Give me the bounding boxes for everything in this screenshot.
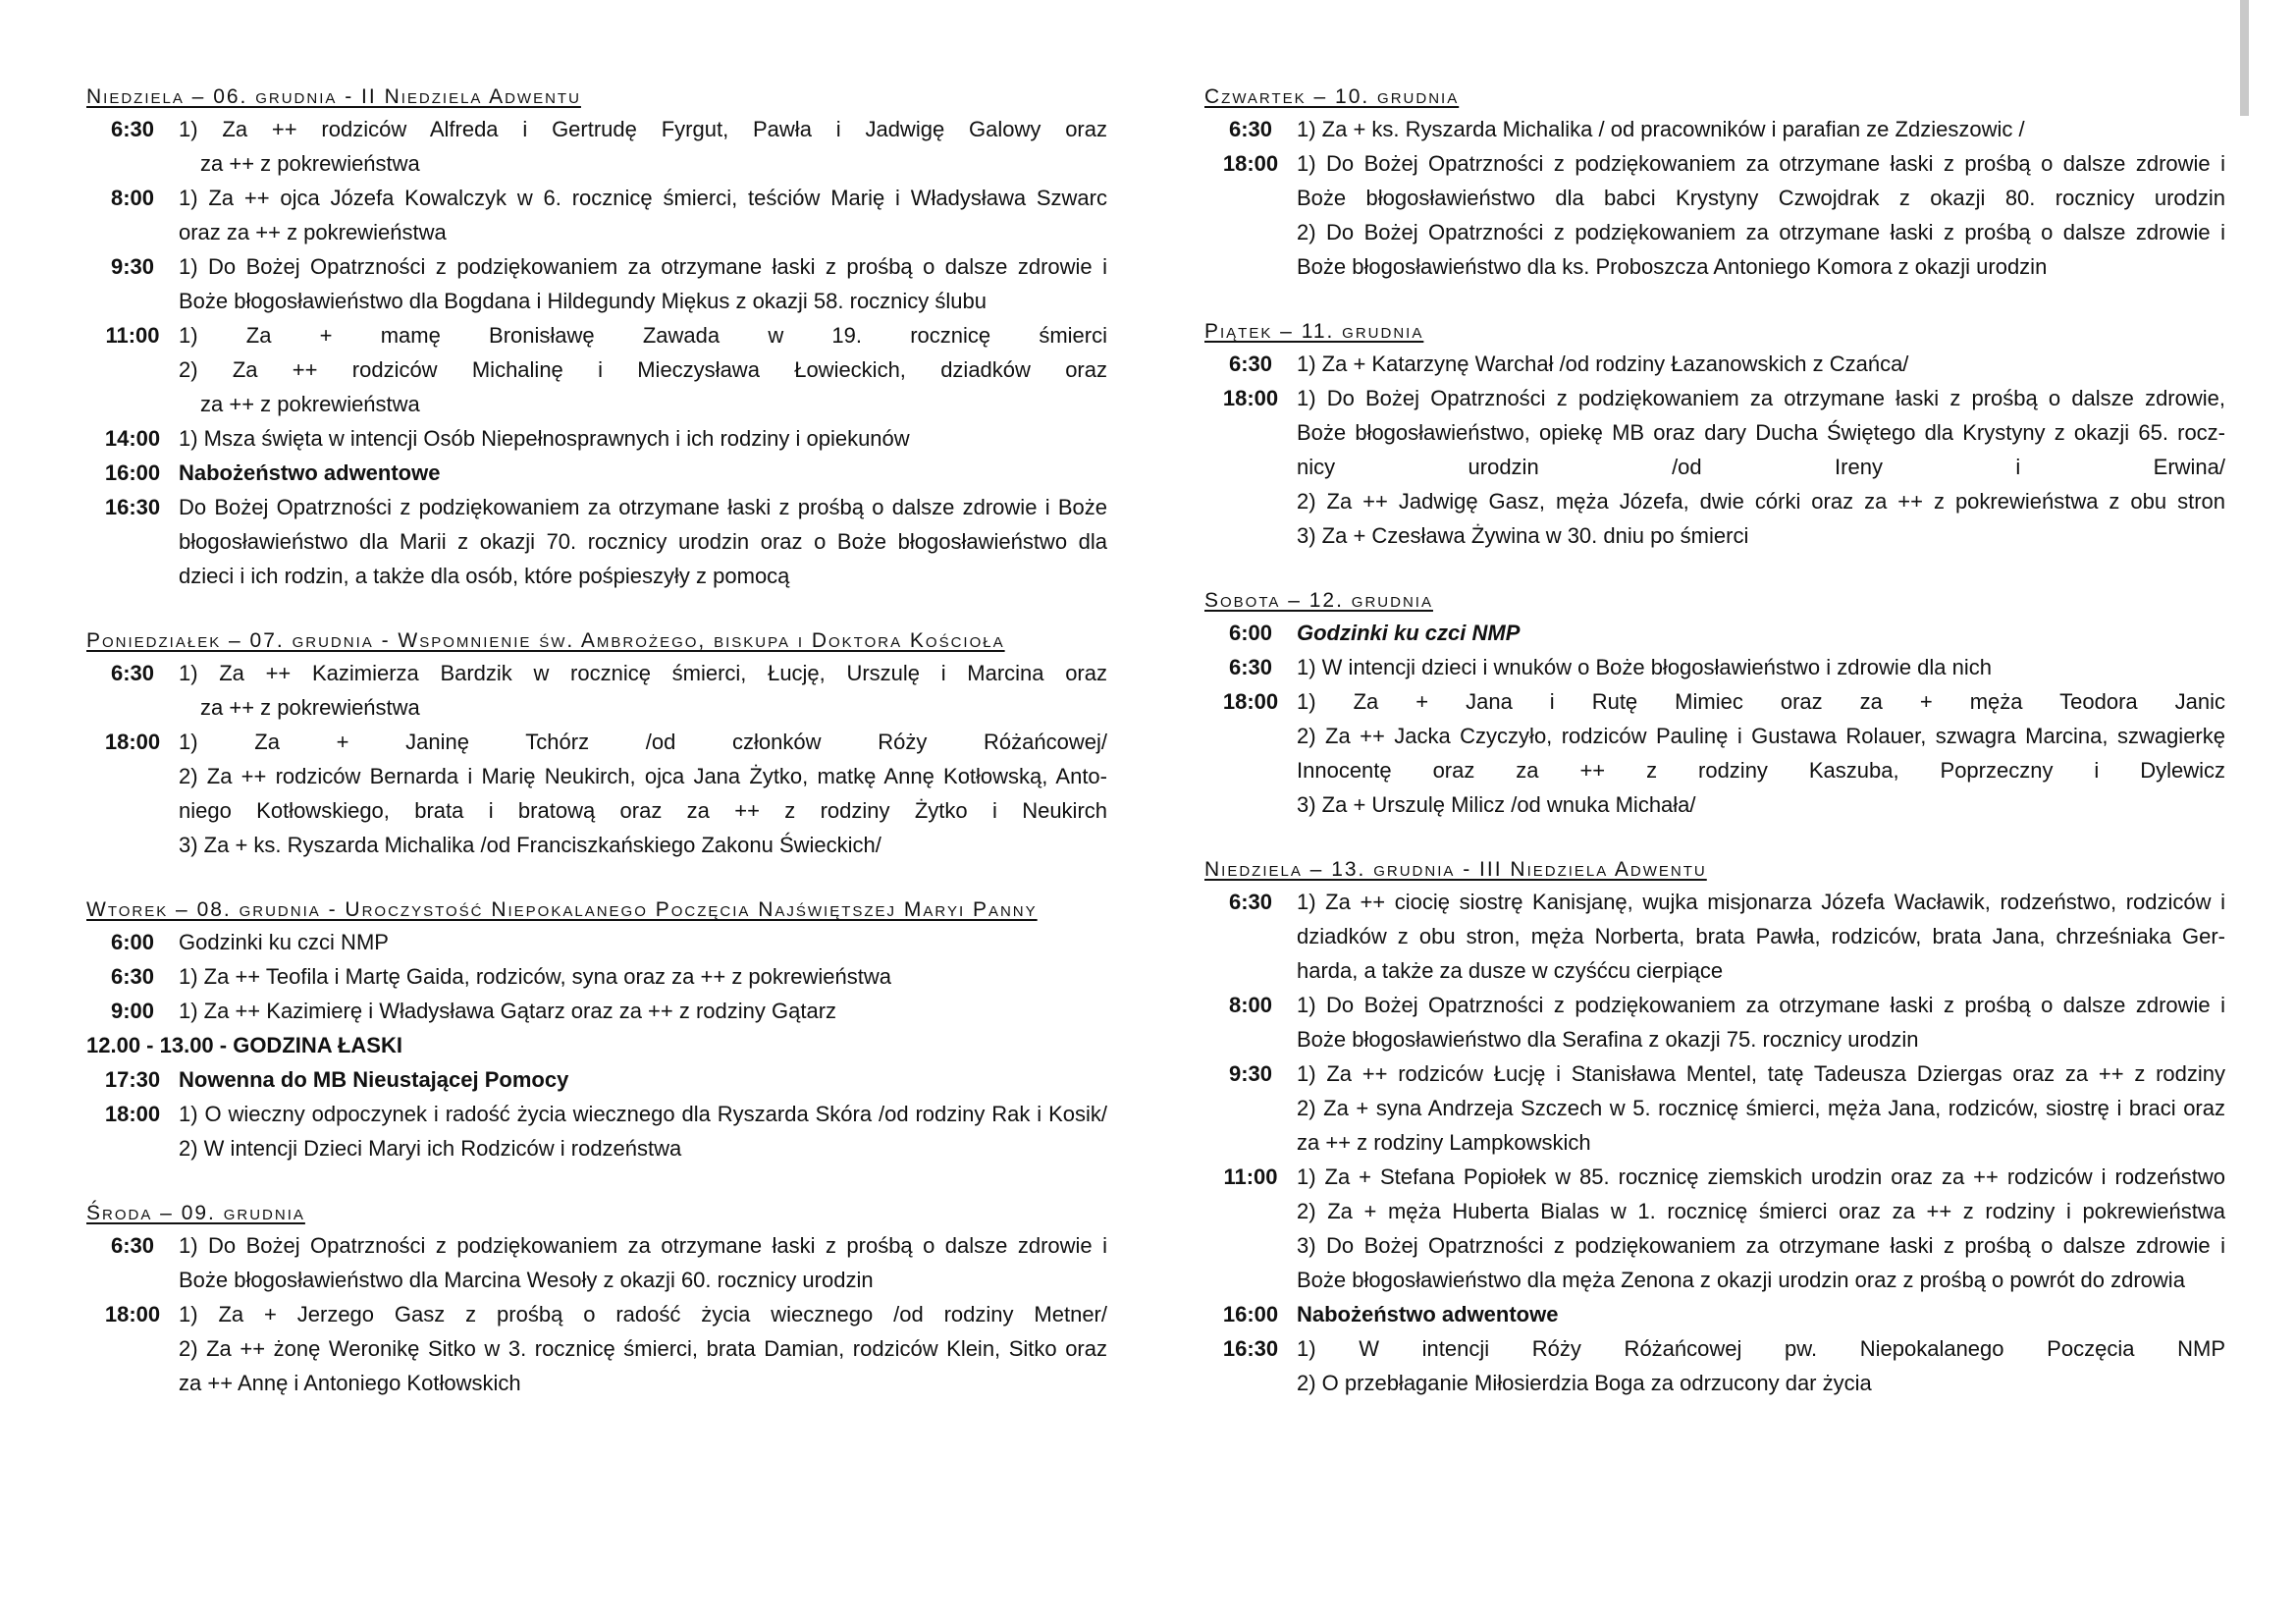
intention-text [1297, 381, 2225, 553]
intention-line: niego Kotłowskiego, brata i bratową oraz za ++ z rodziny Żytko i Neukirch [179, 798, 1107, 823]
mass-time: 9:30 [110, 254, 155, 279]
mass-entry [1204, 146, 2225, 284]
mass-time: 18:00 [1222, 386, 1279, 410]
intention-text [86, 1028, 1107, 1062]
mass-entry [1204, 112, 2225, 146]
day-heading: Środa – 09. grudnia [86, 1202, 305, 1224]
mass-entry [1204, 988, 2225, 1056]
day-heading: Poniedziałek – 07. grudnia - Wspomnienie św. Ambrożego, biskupa i Doktora Kościoła [86, 629, 1005, 652]
intention-line: 1) Do Bożej Opatrzności z podziękowaniem za otrzymane łaski z prośbą o dalsze zdrowie i [1297, 993, 2225, 1017]
intention-line: 1) Za ++ Kazimierę i Władysława Gątarz oraz za ++ z rodziny Gątarz [179, 999, 837, 1023]
mass-entry [86, 1297, 1107, 1400]
intention-line: Boże błogosławieństwo dla babci Krystyny Czwojdrak z okazji 80. rocznicy urodzin [1297, 186, 2225, 210]
intention-text [179, 1097, 1107, 1165]
intention-line: 1) Za + Katarzynę Warchał /od rodziny Łazanowskich z Czańca/ [1297, 352, 1909, 376]
mass-entry [86, 112, 1107, 181]
intention-line: 1) Za + Jana i Rutę Mimiec oraz za + męża Teodora Janic [1297, 689, 2225, 714]
intention-line: 1) Za ++ Teofila i Martę Gaida, rodziców, syna oraz za ++ z pokrewieństwa [179, 964, 891, 989]
mass-entry [1204, 885, 2225, 988]
mass-time: 8:00 [1228, 993, 1273, 1017]
intention-line: za ++ z rodziny Lampkowskich [1297, 1130, 1591, 1155]
intention-line: 3) Do Bożej Opatrzności z podziękowaniem za otrzymane łaski z prośbą o dalsze zdrowie i [1297, 1233, 2225, 1258]
mass-entry [86, 318, 1107, 421]
intention-line: 1) Msza święta w intencji Osób Niepełnosprawnych i ich rodziny i opiekunów [179, 426, 910, 451]
intention-line: 3) Za + ks. Ryszarda Michalika /od Franciszkańskiego Zakonu Świeckich/ [179, 833, 881, 857]
intention-line: 1) Do Bożej Opatrzności z podziękowaniem za otrzymane łaski z prośbą o dalsze zdrowie, [1297, 386, 2225, 410]
intention-text [1297, 347, 2225, 381]
intention-line: Innocentę oraz za ++ z rodziny Kaszuba, Poprzeczny i Dylewicz [1297, 758, 2225, 783]
intention-line: 2) W intencji Dzieci Maryi ich Rodziców i rodzeństwa [179, 1136, 682, 1161]
intention-line: 1) Do Bożej Opatrzności z podziękowaniem za otrzymane łaski z prośbą o dalsze zdrowie i [1297, 151, 2225, 176]
scrollbar[interactable] [2240, 0, 2249, 116]
mass-entry [1204, 1160, 2225, 1297]
intention-line: dzieci i ich rodzin, a także dla osób, które pośpieszyły z pomocą [179, 564, 790, 588]
intention-text [179, 1297, 1107, 1400]
intention-text [179, 994, 1107, 1028]
intention-text [1297, 616, 2225, 650]
intention-text [179, 490, 1107, 593]
day-section [86, 895, 1107, 1165]
mass-time: 16:00 [1222, 1302, 1279, 1326]
day-heading: Niedziela – 06. grudnia - II Niedziela Adwentu [86, 85, 581, 108]
mass-time: 6:30 [110, 661, 155, 685]
mass-time: 18:00 [1222, 151, 1279, 176]
intention-line: Boże błogosławieństwo dla Marcina Wesoły z okazji 60. rocznicy urodzin [179, 1268, 874, 1292]
intention-line: 2) Za + syna Andrzeja Szczech w 5. rocznicę śmierci, męża Jana, rodziców, siostrę i braci oraz [1297, 1096, 2225, 1120]
mass-time: 11:00 [105, 323, 160, 348]
intention-line: 1) W intencji Róży Różańcowej pw. Niepokalanego Poczęcia NMP [1297, 1336, 2225, 1361]
intention-line: 1) Za + Stefana Popiołek w 85. rocznicę ziemskich urodzin oraz za ++ rodziców i rodzeństwo [1297, 1164, 2225, 1189]
mass-entry [86, 959, 1107, 994]
mass-entry [1204, 381, 2225, 553]
left-column [86, 82, 1107, 1434]
mass-time: 6:30 [110, 117, 155, 141]
mass-time: 6:30 [1228, 352, 1273, 376]
intention-text [179, 421, 1107, 456]
mass-time: 11:00 [1223, 1164, 1278, 1189]
intention-line: 1) W intencji dzieci i wnuków o Boże błogosławieństwo i zdrowie dla nich [1297, 655, 1992, 679]
mass-entry [1204, 1331, 2225, 1400]
intention-line: 2) Za ++ żonę Weronikę Sitko w 3. rocznicę śmierci, brata Damian, rodziców Klein, Sitko oraz [179, 1336, 1107, 1361]
intention-text [1297, 885, 2225, 988]
intention-text [179, 112, 1107, 181]
intention-line: 1) Za + Janinę Tchórz /od członków Róży Różańcowej/ [179, 730, 1107, 754]
intention-line: oraz za ++ z pokrewieństwa [179, 220, 447, 244]
intention-line: Nabożeństwo adwentowe [179, 460, 441, 485]
day-heading: Niedziela – 13. grudnia - III Niedziela Adwentu [1204, 858, 1707, 881]
intention-line: 1) Za ++ Kazimierza Bardzik w rocznicę śmierci, Łucję, Urszulę i Marcina oraz [179, 661, 1107, 685]
intention-text [1297, 1160, 2225, 1297]
intention-line: 1) O wieczny odpoczynek i radość życia wiecznego dla Ryszarda Skóra /od rodziny Rak i Kosik/ [179, 1102, 1107, 1126]
intention-line: błogosławieństwo dla Marii z okazji 70. rocznicy urodzin oraz o Boże błogosławieństwo dla [179, 529, 1107, 554]
intention-text [179, 181, 1107, 249]
intention-line: 1) Do Bożej Opatrzności z podziękowaniem za otrzymane łaski z prośbą o dalsze zdrowie i [179, 1233, 1107, 1258]
mass-time: 18:00 [1222, 689, 1279, 714]
mass-entry [1204, 616, 2225, 650]
mass-time: 8:00 [110, 186, 155, 210]
mass-entry [1204, 1297, 2225, 1331]
day-section [1204, 82, 2225, 284]
day-section [1204, 586, 2225, 822]
intention-line: za ++ z pokrewieństwa [200, 695, 420, 720]
mass-time: 9:00 [110, 999, 155, 1023]
intention-line: Nabożeństwo adwentowe [1297, 1302, 1559, 1326]
mass-time: 18:00 [104, 1102, 161, 1126]
mass-time: 6:30 [1228, 655, 1273, 679]
intention-line: 2) Za + męża Huberta Bialas w 1. rocznicę śmierci oraz za ++ z rodziny i pokrewieństwa [1297, 1199, 2225, 1223]
mass-time: 6:00 [110, 930, 155, 954]
intention-text [179, 959, 1107, 994]
mass-entry [86, 421, 1107, 456]
day-section [86, 626, 1107, 862]
intention-line: 1) Za ++ ciocię siostrę Kanisjanę, wujka misjonarza Józefa Wacławik, rodzeństwo, rodziców i [1297, 890, 2225, 914]
mass-entry [86, 1228, 1107, 1297]
intention-line: 1) Za + ks. Ryszarda Michalika / od pracowników i parafian ze Zdzieszowic / [1297, 117, 2025, 141]
mass-time: 16:30 [104, 495, 161, 519]
mass-entry [86, 994, 1107, 1028]
intention-text [179, 249, 1107, 318]
mass-entry [86, 249, 1107, 318]
intention-line: 1) Do Bożej Opatrzności z podziękowaniem za otrzymane łaski z prośbą o dalsze zdrowie i [179, 254, 1107, 279]
intention-line: Godzinki ku czci NMP [1297, 621, 1521, 645]
mass-entry [86, 725, 1107, 862]
intention-text [1297, 1297, 2225, 1331]
day-section [86, 1199, 1107, 1400]
intention-line: za ++ z pokrewieństwa [200, 151, 420, 176]
intention-text [1297, 112, 2225, 146]
intention-line: Boże błogosławieństwo, opiekę MB oraz dary Ducha Świętego dla Krystyny z okazji 65. rocz- [1297, 420, 2225, 445]
day-section [1204, 855, 2225, 1400]
intention-line: Boże błogosławieństwo dla męża Zenona z okazji urodzin oraz z prośbą o powrót do zdrowia [1297, 1268, 2185, 1292]
mass-time: 6:30 [110, 1233, 155, 1258]
intention-line: 3) Za + Urszulę Milicz /od wnuka Michała/ [1297, 792, 1696, 817]
intention-text [179, 318, 1107, 421]
intention-line: Boże błogosławieństwo dla Bogdana i Hildegundy Miękus z okazji 58. rocznicy ślubu [179, 289, 988, 313]
mass-time: 16:00 [104, 460, 161, 485]
intention-line: 2) Za ++ Jacka Czyczyło, rodziców Paulinę i Gustawa Rolauer, szwagra Marcina, szwagierkę [1297, 724, 2225, 748]
intention-text [1297, 146, 2225, 284]
mass-entry [1204, 347, 2225, 381]
intention-text [1297, 684, 2225, 822]
mass-time: 18:00 [104, 1302, 161, 1326]
intention-text [179, 925, 1107, 959]
intention-line: harda, a także za dusze w czyśćcu cierpiące [1297, 958, 1724, 983]
day-heading: Czwartek – 10. grudnia [1204, 85, 1460, 108]
mass-time: 6:00 [1228, 621, 1273, 645]
mass-entry [86, 1028, 1107, 1062]
intention-line: Boże błogosławieństwo dla ks. Proboszcza Antoniego Komora z okazji urodzin [1297, 254, 2048, 279]
mass-time: 6:30 [1228, 890, 1273, 914]
intention-text [179, 456, 1107, 490]
day-section [86, 82, 1107, 593]
intention-line: Do Bożej Opatrzności z podziękowaniem za otrzymane łaski z prośbą o dalsze zdrowie i Boże [179, 495, 1107, 519]
mass-entry [86, 1062, 1107, 1097]
mass-entry [1204, 650, 2225, 684]
right-column [1204, 82, 2225, 1434]
intention-line: Boże błogosławieństwo dla Serafina z okazji 75. rocznicy urodzin [1297, 1027, 1919, 1052]
day-heading: Piątek – 11. grudnia [1204, 320, 1424, 343]
intention-line: 1) Za + mamę Bronisławę Zawada w 19. rocznicę śmierci [179, 323, 1107, 348]
mass-time: 9:30 [1228, 1061, 1273, 1086]
intention-line: 2) Za ++ rodziców Bernarda i Marię Neukirch, ojca Jana Żytko, matkę Annę Kotłowską, Anto- [179, 764, 1107, 788]
intention-text [1297, 1331, 2225, 1400]
mass-entry [86, 656, 1107, 725]
day-section [1204, 317, 2225, 553]
intention-line: nicy urodzin /od Ireny i Erwina/ [1297, 455, 2225, 479]
day-heading: Wtorek – 08. grudnia - Uroczystość Niepokalanego Poczęcia Najświętszej Maryi Panny [86, 898, 1038, 921]
intention-text [1297, 650, 2225, 684]
intention-line: 2) Za ++ rodziców Michalinę i Mieczysława Łowieckich, dziadków oraz [179, 357, 1107, 382]
mass-entry [1204, 1056, 2225, 1160]
intention-line: za ++ Annę i Antoniego Kotłowskich [179, 1371, 521, 1395]
mass-time: 6:30 [110, 964, 155, 989]
intention-line: 1) Za + Jerzego Gasz z prośbą o radość życia wiecznego /od rodziny Metner/ [179, 1302, 1107, 1326]
mass-time: 6:30 [1228, 117, 1273, 141]
intention-line: 2) O przebłaganie Miłosierdzia Boga za odrzucony dar życia [1297, 1371, 1872, 1395]
intention-text [1297, 1056, 2225, 1160]
intention-text [179, 725, 1107, 862]
mass-entry [86, 490, 1107, 593]
mass-entry [86, 456, 1107, 490]
day-heading: Sobota – 12. grudnia [1204, 589, 1433, 612]
mass-time: 18:00 [104, 730, 161, 754]
mass-entry [86, 925, 1107, 959]
intention-line: 3) Za + Czesława Żywina w 30. dniu po śmierci [1297, 523, 1749, 548]
intention-line: 2) Do Bożej Opatrzności z podziękowaniem za otrzymane łaski z prośbą o dalsze zdrowie i [1297, 220, 2225, 244]
mass-time: 16:30 [1222, 1336, 1279, 1361]
intention-text [179, 1228, 1107, 1297]
intention-line: dziadków z obu stron, męża Norberta, brata Pawła, rodziców, brata Jana, chrześniaka Ger- [1297, 924, 2225, 948]
intention-text [179, 656, 1107, 725]
intention-line: Godzinki ku czci NMP [179, 930, 389, 954]
mass-time: 14:00 [104, 426, 161, 451]
mass-entry [1204, 684, 2225, 822]
intention-text [179, 1062, 1107, 1097]
intention-line: 2) Za ++ Jadwigę Gasz, męża Józefa, dwie córki oraz za ++ z pokrewieństwa z obu stron [1297, 489, 2225, 514]
mass-entry [86, 181, 1107, 249]
intention-line: 1) Za ++ rodziców Alfreda i Gertrudę Fyrgut, Pawła i Jadwigę Galowy oraz [179, 117, 1107, 141]
mass-entry [86, 1097, 1107, 1165]
intention-line: za ++ z pokrewieństwa [200, 392, 420, 416]
mass-time: 17:30 [104, 1067, 161, 1092]
intention-line: Nowenna do MB Nieustającej Pomocy [179, 1067, 569, 1092]
intention-line: 12.00 - 13.00 - GODZINA ŁASKI [86, 1033, 402, 1057]
intention-text [1297, 988, 2225, 1056]
intention-line: 1) Za ++ ojca Józefa Kowalczyk w 6. rocznicę śmierci, teściów Marię i Władysława Szwarc [179, 186, 1107, 210]
intention-line: 1) Za ++ rodziców Łucję i Stanisława Mentel, tatę Tadeusza Dziergas oraz za ++ z rodziny [1297, 1061, 2225, 1086]
